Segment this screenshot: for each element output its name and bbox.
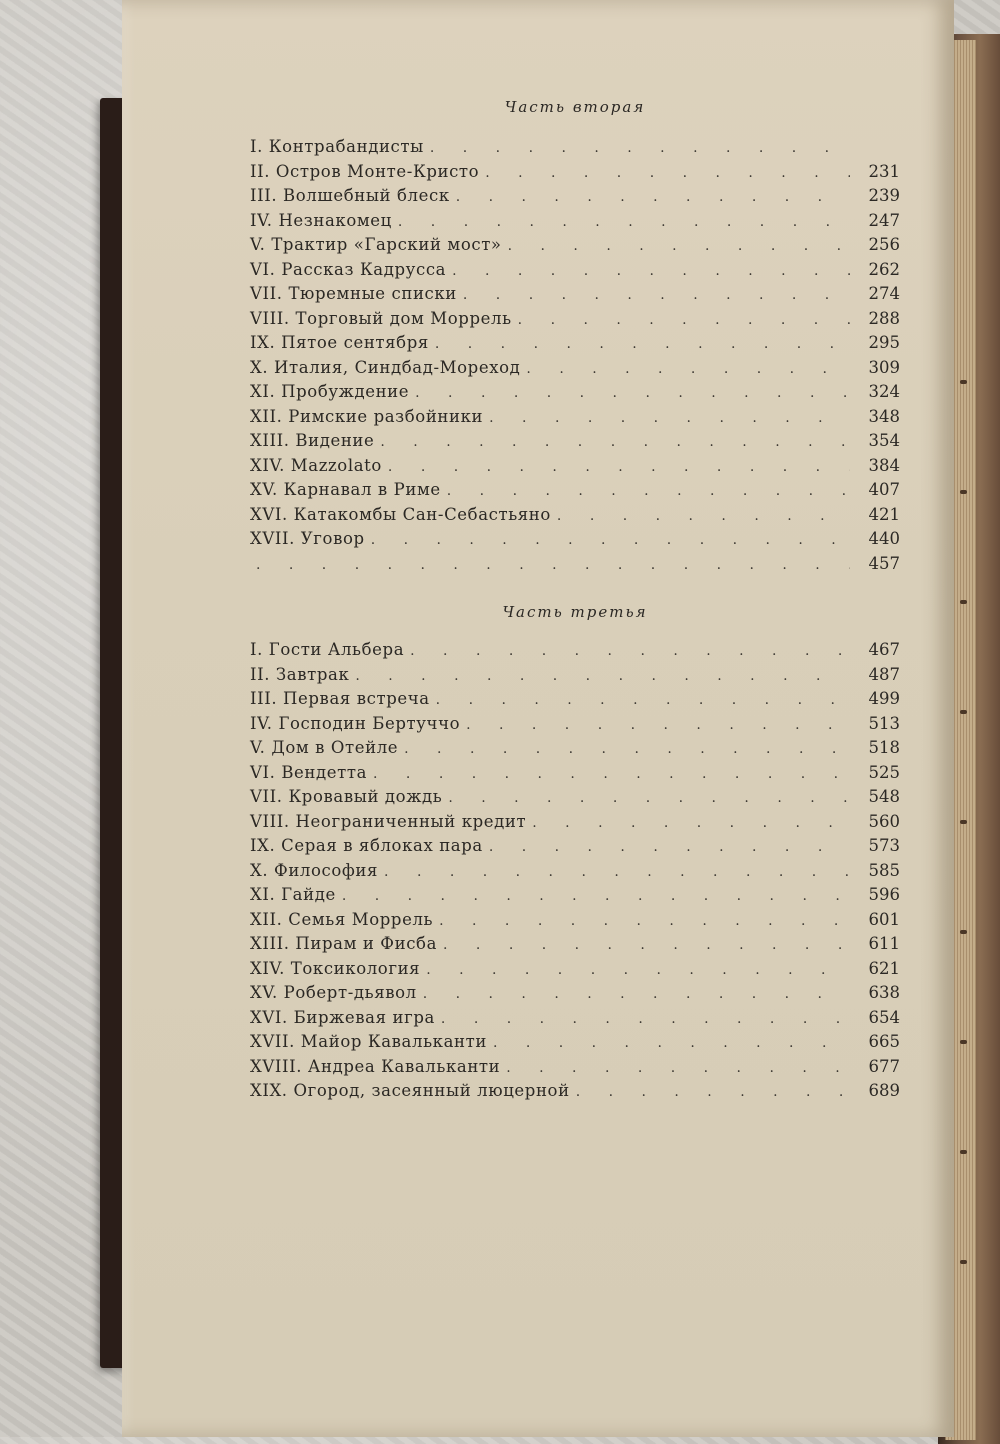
toc-entry: [250, 810, 900, 835]
page-number: 256: [868, 235, 900, 254]
dot-leader: [441, 1007, 850, 1032]
toc-entry: [250, 761, 900, 786]
toc-entry: [250, 638, 900, 663]
chapter-title: IX. Серая в яблоках пара: [250, 836, 483, 855]
dot-leader: [398, 210, 850, 235]
chapter-title: I. Гости Альбера: [250, 640, 405, 659]
page-number: 654: [868, 1007, 900, 1027]
dot-leader: [371, 528, 850, 553]
page-number: 354: [868, 431, 900, 450]
toc-entry: [250, 527, 900, 552]
toc-entry: [250, 957, 900, 982]
chapter-title: II. Остров Монте-Кристо: [250, 161, 480, 181]
toc-entry: [250, 454, 900, 479]
toc-entry: [250, 1006, 900, 1031]
page-number: 324: [868, 382, 900, 401]
chapter-title: VII. Тюремные списки: [250, 284, 457, 303]
dot-leader: [518, 308, 850, 333]
table-of-contents: [250, 95, 900, 1104]
page-number: 548: [868, 787, 900, 806]
toc-entry: [250, 429, 900, 454]
page-number: 638: [868, 983, 900, 1002]
toc-entry: [250, 736, 900, 761]
dot-leader: [485, 161, 850, 186]
page-number: 421: [868, 504, 900, 524]
chapter-title: III. Волшебный блеск: [250, 186, 450, 205]
chapter-title: IX. Пятое сентября: [250, 333, 429, 352]
dot-leader: [388, 455, 850, 480]
binding-stitches: [957, 380, 971, 1280]
toc-entry: [250, 380, 900, 405]
section-title-part-two: Часть вторая: [504, 98, 646, 116]
dot-leader: [436, 688, 850, 713]
page-number: 247: [868, 210, 900, 230]
page-number: 288: [868, 308, 900, 328]
chapter-title: IV. Незнакомец: [250, 210, 392, 230]
page-number: 487: [868, 664, 900, 684]
dot-leader: [342, 884, 850, 909]
dot-leader: [415, 381, 850, 406]
chapter-title: VIII. Торговый дом Моррель: [250, 308, 512, 328]
page-number: 467: [868, 640, 900, 659]
dot-leader: [423, 982, 850, 1007]
page-number: 457: [868, 553, 900, 573]
page-number: 274: [868, 284, 900, 303]
page-number: 440: [868, 529, 900, 548]
toc-entry: [250, 282, 900, 307]
dot-leader: [508, 234, 850, 259]
dot-leader: [404, 737, 850, 762]
chapter-title: VIII. Неограниченный кредит: [250, 811, 527, 831]
dot-leader: [463, 283, 850, 308]
chapter-title: V. Трактир «Гарский мост»: [250, 235, 502, 254]
chapter-title: V. Дом в Отейле: [250, 738, 399, 757]
dot-leader: [380, 430, 850, 455]
toc-entry: [250, 932, 900, 957]
toc-entry: [250, 859, 900, 884]
page-number: 596: [868, 885, 900, 904]
dot-leader: [430, 136, 850, 161]
toc-entry: [250, 258, 900, 283]
toc-entry: [250, 552, 900, 577]
page-number: 309: [868, 357, 900, 377]
page-number: 499: [868, 689, 900, 708]
toc-entry: [250, 1030, 900, 1055]
section-title-part-three: Часть третья: [502, 603, 648, 621]
page-number: 601: [868, 909, 900, 929]
page-number: 560: [868, 811, 900, 831]
dot-leader: [532, 811, 850, 836]
dot-leader: [410, 639, 850, 664]
page-number: 665: [868, 1032, 900, 1051]
chapter-title: XI. Гайде: [250, 885, 336, 904]
toc-entry: [250, 834, 900, 859]
page-number: 585: [868, 860, 900, 880]
toc-entry: [250, 233, 900, 258]
dot-leader: [384, 860, 850, 885]
dot-leader: [493, 1031, 850, 1056]
toc-entry: [250, 307, 900, 332]
dot-leader: [456, 185, 850, 210]
chapter-title: XI. Пробуждение: [250, 382, 410, 401]
chapter-title: II. Завтрак: [250, 664, 350, 684]
chapter-title: VI. Вендетта: [250, 762, 368, 782]
toc-entry: [250, 663, 900, 688]
toc-entry: [250, 184, 900, 209]
toc-entry: [250, 503, 900, 528]
toc-entry: [250, 687, 900, 712]
page-number: 518: [868, 738, 900, 757]
toc-entry: [250, 785, 900, 810]
toc-entry: [250, 405, 900, 430]
toc-entry: [250, 712, 900, 737]
page-number: 611: [868, 934, 900, 953]
dot-leader: [557, 504, 850, 529]
dot-leader: [526, 357, 850, 382]
page-number: 262: [868, 259, 900, 279]
chapter-title: XIV. Mazzolato: [250, 455, 382, 475]
toc-entry: [250, 135, 900, 160]
page-number: 689: [868, 1081, 900, 1100]
dot-leader: [466, 713, 850, 738]
toc-entry: [250, 1055, 900, 1080]
chapter-title: IV. Господин Бертуччо: [250, 713, 461, 733]
page-number: 384: [868, 455, 900, 475]
dot-leader: [355, 664, 850, 689]
page-number: 621: [868, 958, 900, 978]
chapter-title: III. Первая встреча: [250, 689, 430, 708]
chapter-title: XVII. Майор Кавальканти: [250, 1032, 487, 1051]
page-number: 239: [868, 186, 900, 205]
page-number: 573: [868, 836, 900, 855]
toc-entry: [250, 1079, 900, 1104]
toc-entry: [250, 356, 900, 381]
chapter-title: X. Италия, Синдбад-Мореход: [250, 357, 521, 377]
chapter-title: XVI. Биржевая игра: [250, 1007, 435, 1027]
dot-leader: [452, 259, 850, 284]
chapter-list-part-three: [250, 638, 900, 1104]
toc-entry: [250, 981, 900, 1006]
chapter-title: XII. Римские разбойники: [250, 406, 484, 426]
toc-entry: [250, 209, 900, 234]
page-number: 231: [868, 161, 900, 181]
page-number: 513: [868, 713, 900, 733]
dot-leader: [489, 406, 850, 431]
toc-entry: [250, 160, 900, 185]
chapter-title: XII. Семья Моррель: [250, 909, 434, 929]
page-number: 348: [868, 406, 900, 426]
chapter-title: XIV. Токсикология: [250, 958, 421, 978]
dot-leader: [576, 1080, 850, 1105]
toc-entry: [250, 883, 900, 908]
chapter-title: XIII. Видение: [250, 431, 375, 450]
chapter-title: XIX. Огород, засеянный люцерной: [250, 1081, 570, 1100]
dot-leader: [373, 762, 850, 787]
dot-leader: [439, 909, 850, 934]
chapter-title: I. Контрабандисты: [250, 137, 424, 156]
dot-leader: [448, 786, 850, 811]
chapter-title: XVII. Уговор: [250, 529, 365, 548]
page-number: 295: [868, 333, 900, 352]
dot-leader: [506, 1056, 850, 1081]
page-number: 407: [868, 480, 900, 499]
chapter-title: XVI. Катакомбы Сан-Себастьяно: [250, 504, 551, 524]
dot-leader: [426, 958, 850, 983]
page-number: 525: [868, 762, 900, 782]
toc-entry: [250, 331, 900, 356]
dot-leader: [443, 933, 850, 958]
toc-entry: [250, 908, 900, 933]
chapter-title: XV. Карнавал в Риме: [250, 480, 441, 499]
chapter-title: VI. Рассказ Кадрусса: [250, 259, 447, 279]
dot-leader: [489, 835, 850, 860]
chapter-title: VII. Кровавый дождь: [250, 787, 443, 806]
dot-leader: [447, 479, 850, 504]
chapter-list-part-two: [250, 135, 900, 576]
chapter-title: X. Философия: [250, 860, 379, 880]
toc-entry: [250, 478, 900, 503]
dot-leader: [256, 553, 850, 578]
chapter-title: XIII. Пирам и Фисба: [250, 934, 438, 953]
dot-leader: [435, 332, 850, 357]
chapter-title: XV. Роберт-дьявол: [250, 983, 417, 1002]
page-number: 677: [868, 1056, 900, 1076]
chapter-title: XVIII. Андреа Кавальканти: [250, 1056, 501, 1076]
